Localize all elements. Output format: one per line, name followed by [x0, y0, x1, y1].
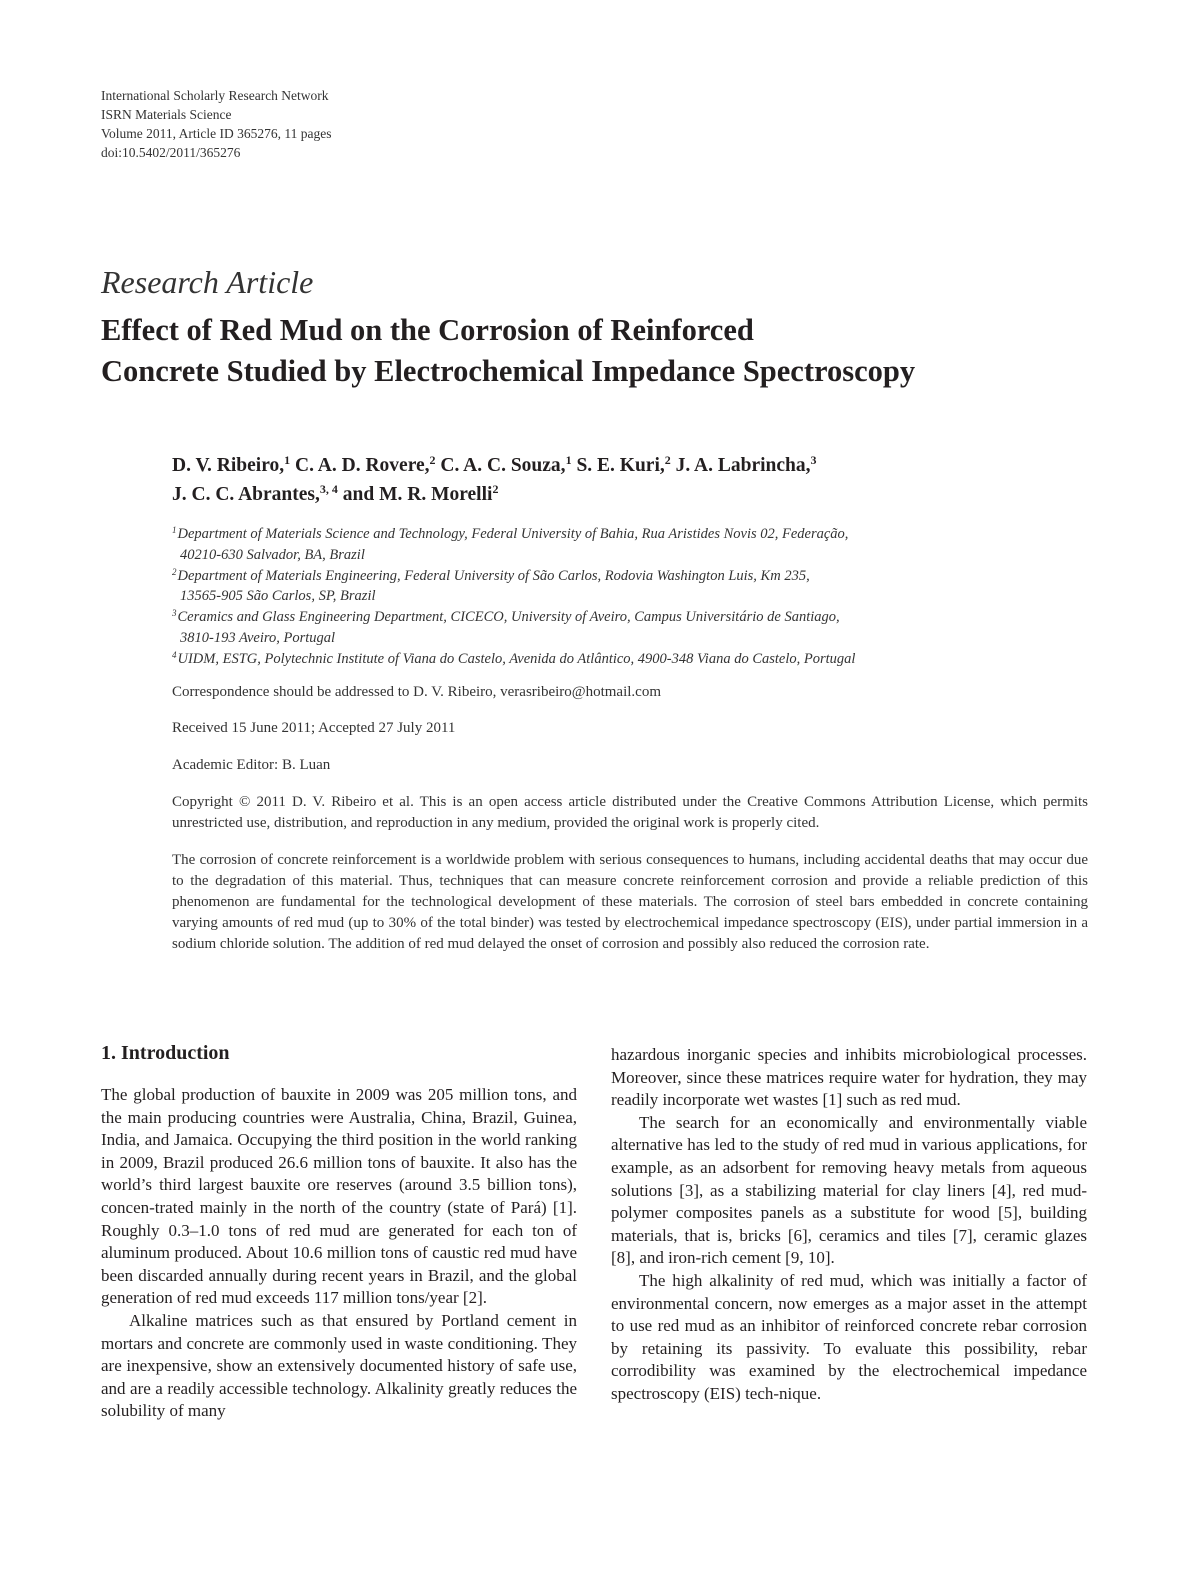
- affil-line: Department of Materials Engineering, Federal University of São Carlos, Rodovia Washington Luis, Km 235,: [177, 567, 810, 584]
- body-paragraph: hazardous inorganic species and inhibits microbiological processes. Moreover, since these matrices require water for hydration, they may readily incorporate wet wastes [1] such as red mud.: [611, 1045, 1087, 1110]
- author-name: and M. R. Morelli: [342, 484, 493, 505]
- abstract: The corrosion of concrete reinforcement is a worldwide problem with serious consequences to humans, including accidental deaths that may occur due to the degradation of this material. Thus, techniques that can measure concrete reinforcement corrosion and provide a reliable prediction of this phenomenon are fundamental for the technological development of these materials. The corrosion of steel bars embedded in concrete containing varying amounts of red mud (up to 30% of the total binder) was tested by electrochemical impedance spectroscopy (EIS), under partial immersion in a sodium chloride solution. The addition of red mud delayed the onset of corrosion and possibly also reduced the corrosion rate.: [172, 852, 1088, 952]
- author-name: D. V. Ribeiro,: [172, 455, 285, 476]
- author-affil-ref: 1: [565, 453, 572, 467]
- academic-editor: Academic Editor: B. Luan: [172, 757, 331, 773]
- journal-name: ISRN Materials Science: [101, 107, 232, 122]
- author-affil-ref: 1: [284, 453, 291, 467]
- left-column: [101, 1084, 577, 1423]
- author-list: [172, 451, 817, 509]
- affiliation-1: [172, 524, 855, 566]
- affiliation-3: [172, 607, 855, 649]
- title-line-1: Effect of Red Mud on the Corrosion of Reinforced: [101, 313, 754, 347]
- affil-line: 40210-630 Salvador, BA, Brazil: [180, 546, 365, 563]
- affil-line: Department of Materials Science and Technology, Federal University of Bahia, Rua Aristides Novis 02, Federação,: [177, 526, 849, 542]
- author-name: C. A. C. Souza,: [440, 455, 566, 476]
- affil-number: 1: [172, 525, 177, 535]
- journal-header: [101, 86, 331, 162]
- affiliation-2: [172, 566, 855, 608]
- author-affil-ref: 2: [492, 482, 499, 496]
- body-paragraph: The global production of bauxite in 2009 was 205 million tons, and the main producing countries were Australia, China, Brazil, Guinea, India, and Jamaica. Occupying the third position in the world ranking in 2009, Brazil produced 26.6 million tons of bauxite. It also has the world’s third largest bauxite ore reserves (around 3.5 billion tons), concen-trated mainly in the north of the country (state of Pará) [1]. Roughly 0.3–1.0 tons of red mud are generated for each ton of aluminum produced. About 10.6 million tons of caustic red mud have been discarded annually during recent years in Brazil, and the global generation of red mud exceeds 117 million tons/year [2].: [101, 1085, 577, 1308]
- body-paragraph: Alkaline matrices such as that ensured by Portland cement in mortars and concrete are commonly used in waste conditioning. They are inexpensive, show an extensively documented history of safe use, and are a readily accessible technology. Alkalinity greatly reduces the solubility of many: [101, 1310, 577, 1421]
- volume-info: Volume 2011, Article ID 365276, 11 pages: [101, 126, 332, 141]
- author-line-2: [172, 480, 817, 509]
- body-paragraph: The search for an economically and environmentally viable alternative has led to the study of red mud in various applications, for example, as an adsorbent for removing heavy metals from aqueous solutions [3], as a stabilizing material for clay liners [4], red mud-polymer composites panels as a substitute for wood [5], building materials, that is, bricks [6], ceramics and tiles [7], ceramic glazes [8], and iron-rich cement [9, 10].: [611, 1112, 1087, 1268]
- section-heading: 1. Introduction: [101, 1042, 230, 1064]
- author-name: C. A. D. Rovere,: [295, 455, 430, 476]
- right-column: [611, 1044, 1087, 1406]
- affiliations: [172, 524, 855, 670]
- affil-number: 2: [172, 566, 177, 577]
- title-line-2: Concrete Studied by Electrochemical Impedance Spectroscopy: [101, 354, 916, 388]
- affiliation-4: [172, 649, 855, 670]
- author-name: J. C. C. Abrantes,: [172, 484, 320, 505]
- author-name: S. E. Kuri,: [576, 455, 665, 476]
- correspondence: Correspondence should be addressed to D. V. Ribeiro, verasribeiro@hotmail.com: [172, 684, 661, 700]
- affil-line: 3810-193 Aveiro, Portugal: [180, 629, 336, 646]
- received-date: Received 15 June 2011; Accepted 27 July 2011: [172, 720, 456, 736]
- author-affil-ref: 2: [429, 453, 436, 467]
- article-type: Research Article: [101, 264, 314, 300]
- affil-number: 3: [172, 608, 177, 619]
- author-affil-ref: 3: [810, 453, 817, 467]
- publisher-network: International Scholarly Research Network: [101, 88, 329, 103]
- doi: doi:10.5402/2011/365276: [101, 145, 241, 160]
- affil-line: Ceramics and Glass Engineering Department, CICECO, University of Aveiro, Campus Universitário de Santiago,: [177, 609, 840, 626]
- author-line-1: [172, 451, 817, 480]
- body-paragraph: The high alkalinity of red mud, which was initially a factor of environmental concern, now emerges as a major asset in the attempt to use red mud as an inhibitor of reinforced concrete rebar corrosion by retaining its passivity. To evaluate this possibility, rebar corrodibility was examined by the electrochemical impedance spectroscopy (EIS) tech-nique.: [611, 1270, 1087, 1403]
- author-affil-ref: 3, 4: [319, 482, 338, 496]
- copyright-notice: Copyright © 2011 D. V. Ribeiro et al. This is an open access article distributed under the Creative Commons Attribution License, which permits unrestricted use, distribution, and reproduction in any medium, provided the original work is properly cited.: [172, 794, 1088, 831]
- article-title: [101, 310, 915, 392]
- affil-number: 4: [172, 649, 177, 660]
- author-name: J. A. Labrincha,: [675, 455, 811, 476]
- affil-line: 13565-905 São Carlos, SP, Brazil: [180, 588, 376, 605]
- affil-line: UIDM, ESTG, Polytechnic Institute of Viana do Castelo, Avenida do Atlântico, 4900-348 Viana do Castelo, Portugal: [177, 650, 856, 667]
- author-affil-ref: 2: [664, 453, 671, 467]
